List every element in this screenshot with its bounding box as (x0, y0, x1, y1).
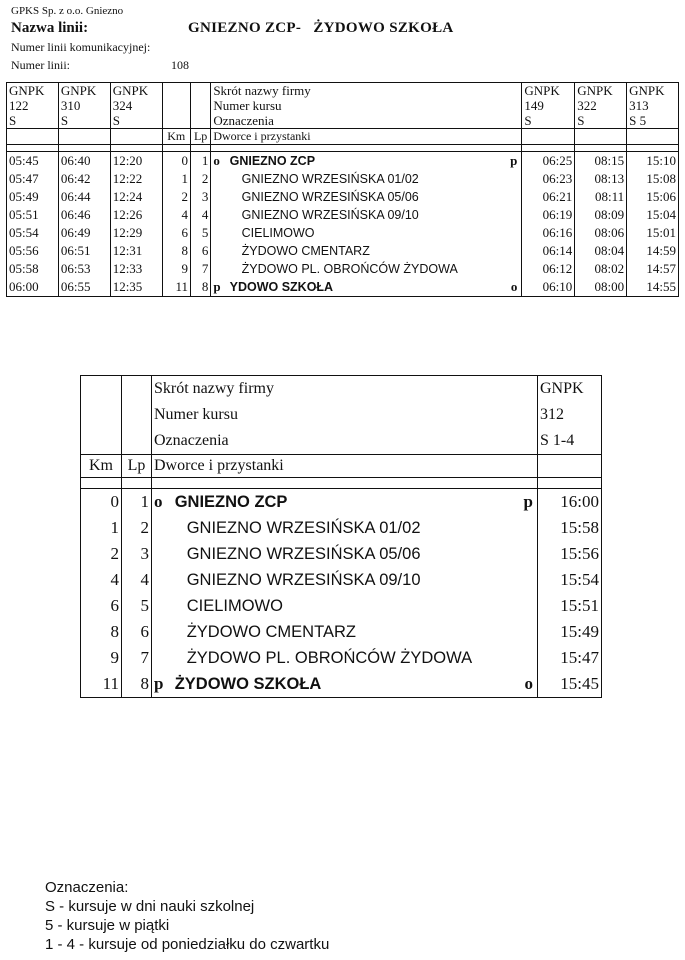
departure-time: 15:06 (627, 188, 679, 206)
km-value: 11 (162, 278, 190, 297)
departure-time: 06:12 (522, 260, 575, 278)
course-firm: GNPK (627, 83, 679, 99)
course-mark: S 1-4 (538, 428, 602, 455)
table-row (81, 515, 602, 541)
stop-name: ŻYDOWO PL. OBROŃCÓW ŻYDOWA (241, 262, 458, 276)
km-header: Km (81, 455, 122, 478)
departure-time: 05:45 (7, 152, 59, 171)
departure-time: 14:55 (627, 278, 679, 297)
stop-cell (211, 242, 522, 260)
stop-name: GNIEZNO WRZESIŃSKA 05/06 (241, 190, 419, 204)
legend (45, 878, 329, 954)
departure-time: 06:16 (522, 224, 575, 242)
departure-time: 15:47 (538, 645, 602, 671)
route-name: GNIEZNO ZCP- ŻYDOWO SZKOŁA (188, 20, 454, 36)
lp-value: 5 (190, 224, 210, 242)
stop-cell (152, 619, 538, 645)
lp-value: 4 (190, 206, 210, 224)
legend-item: 1 - 4 - kursuje od poniedziałku do czwartku (45, 936, 330, 953)
markings-label: Oznaczenia (152, 428, 538, 455)
course-number: 149 (522, 98, 575, 113)
stop-flag: o (510, 279, 518, 294)
departure-time: 12:24 (110, 188, 162, 206)
lp-value: 1 (190, 152, 210, 171)
km-value: 8 (81, 619, 122, 645)
departure-time: 06:49 (58, 224, 110, 242)
course-mark: S (7, 113, 59, 129)
lp-value: 2 (190, 170, 210, 188)
table-row (7, 188, 679, 206)
course-firm: GNPK (538, 376, 602, 403)
departure-time: 06:23 (522, 170, 575, 188)
departure-time: 08:13 (575, 170, 627, 188)
course-mark: S (575, 113, 627, 129)
stop-flag: p (154, 674, 164, 693)
line-comm-label: Numer linii komunikacyjnej: (11, 40, 151, 54)
departure-time: 15:04 (627, 206, 679, 224)
departure-time: 08:11 (575, 188, 627, 206)
stop-name: CIELIMOWO (186, 597, 283, 615)
stop-name: GNIEZNO ZCP (174, 493, 288, 511)
lp-value: 3 (122, 541, 152, 567)
km-value: 4 (162, 206, 190, 224)
timetable-bottom (80, 375, 602, 698)
departure-time: 14:57 (627, 260, 679, 278)
departure-time: 12:26 (110, 206, 162, 224)
departure-time: 05:49 (7, 188, 59, 206)
stop-name: ŻYDOWO CMENTARZ (241, 244, 370, 258)
course-firm: GNPK (522, 83, 575, 99)
departure-time: 15:56 (538, 541, 602, 567)
course-number: 312 (538, 402, 602, 428)
stop-cell (152, 671, 538, 698)
lp-value: 1 (122, 489, 152, 516)
course-number: 322 (575, 98, 627, 113)
departure-time: 16:00 (538, 489, 602, 516)
stop-cell (152, 541, 538, 567)
departure-time: 08:00 (575, 278, 627, 297)
stop-flag: p (523, 492, 533, 511)
stop-flag: o (213, 153, 220, 168)
departure-time: 06:44 (58, 188, 110, 206)
departure-time: 06:40 (58, 152, 110, 171)
km-value: 9 (162, 260, 190, 278)
markings-label: Oznaczenia (211, 113, 522, 129)
stop-name: YDOWO SZKOŁA (229, 280, 334, 294)
km-value: 2 (81, 541, 122, 567)
lp-value: 2 (122, 515, 152, 541)
departure-time: 12:31 (110, 242, 162, 260)
table-row (81, 593, 602, 619)
company-name: GPKS Sp. z o.o. Gniezno (11, 5, 124, 17)
departure-time: 06:46 (58, 206, 110, 224)
stop-cell (152, 593, 538, 619)
stop-name: GNIEZNO WRZESIŃSKA 09/10 (186, 571, 421, 589)
km-value: 6 (81, 593, 122, 619)
table-row (7, 278, 679, 297)
km-value: 6 (162, 224, 190, 242)
legend-item: S - kursuje w dni nauki szkolnej (45, 898, 255, 915)
departure-time: 06:14 (522, 242, 575, 260)
stop-flag: p (213, 279, 221, 294)
departure-time: 12:29 (110, 224, 162, 242)
lp-header: Lp (190, 129, 210, 145)
lp-header: Lp (122, 455, 152, 478)
course-firm: GNPK (110, 83, 162, 99)
stop-name: ŻYDOWO CMENTARZ (186, 623, 356, 641)
departure-time: 15:49 (538, 619, 602, 645)
stop-cell (211, 170, 522, 188)
departure-time: 06:42 (58, 170, 110, 188)
stop-name: GNIEZNO WRZESIŃSKA 01/02 (241, 172, 419, 186)
departure-time: 15:10 (627, 152, 679, 171)
stop-cell (211, 260, 522, 278)
km-value: 1 (162, 170, 190, 188)
table-row (7, 224, 679, 242)
departure-time: 15:45 (538, 671, 602, 698)
departure-time: 12:20 (110, 152, 162, 171)
departure-time: 08:09 (575, 206, 627, 224)
stop-cell (211, 278, 522, 297)
departure-time: 12:33 (110, 260, 162, 278)
km-value: 1 (81, 515, 122, 541)
course-mark: S 5 (627, 113, 679, 129)
line-number-value: 108 (171, 58, 189, 72)
table-row (81, 567, 602, 593)
km-value: 11 (81, 671, 122, 698)
departure-time: 06:55 (58, 278, 110, 297)
lp-value: 7 (190, 260, 210, 278)
lp-value: 8 (190, 278, 210, 297)
lp-value: 5 (122, 593, 152, 619)
stop-name: GNIEZNO ZCP (229, 154, 316, 168)
km-value: 4 (81, 567, 122, 593)
lp-value: 8 (122, 671, 152, 698)
departure-time: 06:00 (7, 278, 59, 297)
table-row (7, 206, 679, 224)
departure-time: 06:19 (522, 206, 575, 224)
stop-flag: p (510, 153, 518, 168)
departure-time: 15:54 (538, 567, 602, 593)
stop-flag: o (154, 492, 163, 511)
stop-name: GNIEZNO WRZESIŃSKA 09/10 (241, 208, 419, 222)
table-row (81, 541, 602, 567)
km-header: Km (162, 129, 190, 145)
company-abbr-label: Skrót nazwy firmy (152, 376, 538, 403)
course-number-label: Numer kursu (152, 402, 538, 428)
departure-time: 08:04 (575, 242, 627, 260)
table-row (7, 152, 679, 171)
km-value: 8 (162, 242, 190, 260)
stop-name: CIELIMOWO (241, 226, 315, 240)
table-row (81, 619, 602, 645)
course-firm: GNPK (575, 83, 627, 99)
legend-title: Oznaczenia: (45, 879, 129, 896)
stop-cell (211, 224, 522, 242)
course-firm: GNPK (58, 83, 110, 99)
course-mark: S (110, 113, 162, 129)
km-value: 0 (81, 489, 122, 516)
lp-value: 6 (122, 619, 152, 645)
stop-cell (152, 515, 538, 541)
departure-time: 05:54 (7, 224, 59, 242)
departure-time: 08:15 (575, 152, 627, 171)
table-row (7, 260, 679, 278)
route-label: Nazwa linii: (11, 20, 89, 36)
course-number: 310 (58, 98, 110, 113)
course-mark: S (58, 113, 110, 129)
departure-time: 06:21 (522, 188, 575, 206)
company-abbr-label: Skrót nazwy firmy (211, 83, 522, 99)
stops-header: Dworce i przystanki (211, 129, 522, 145)
course-number: 122 (7, 98, 59, 113)
stop-name: GNIEZNO WRZESIŃSKA 05/06 (186, 545, 421, 563)
departure-time: 05:51 (7, 206, 59, 224)
stop-name: ŻYDOWO SZKOŁA (174, 675, 322, 693)
departure-time: 06:10 (522, 278, 575, 297)
km-value: 0 (162, 152, 190, 171)
departure-time: 15:58 (538, 515, 602, 541)
stop-name: GNIEZNO WRZESIŃSKA 01/02 (186, 519, 421, 537)
stop-cell (152, 645, 538, 671)
legend-item: 5 - kursuje w piątki (45, 917, 170, 934)
stop-cell (211, 152, 522, 171)
course-number-label: Numer kursu (211, 98, 522, 113)
departure-time: 15:01 (627, 224, 679, 242)
departure-time: 08:06 (575, 224, 627, 242)
lp-value: 6 (190, 242, 210, 260)
departure-time: 12:35 (110, 278, 162, 297)
departure-time: 06:51 (58, 242, 110, 260)
course-number: 324 (110, 98, 162, 113)
table-row (81, 671, 602, 698)
departure-time: 08:02 (575, 260, 627, 278)
departure-time: 15:51 (538, 593, 602, 619)
stop-flag: o (524, 674, 533, 693)
departure-time: 06:53 (58, 260, 110, 278)
table-row (7, 170, 679, 188)
departure-time: 05:47 (7, 170, 59, 188)
km-value: 9 (81, 645, 122, 671)
km-value: 2 (162, 188, 190, 206)
stop-cell (152, 489, 538, 516)
stop-name: ŻYDOWO PL. OBROŃCÓW ŻYDOWA (186, 649, 473, 667)
table-row (81, 645, 602, 671)
lp-value: 4 (122, 567, 152, 593)
stop-cell (211, 206, 522, 224)
stop-cell (211, 188, 522, 206)
stop-cell (152, 567, 538, 593)
departure-time: 06:25 (522, 152, 575, 171)
timetable-top (6, 82, 679, 297)
departure-time: 12:22 (110, 170, 162, 188)
departure-time: 05:56 (7, 242, 59, 260)
lp-value: 7 (122, 645, 152, 671)
line-number-label: Numer linii: (11, 58, 70, 72)
table-row (81, 489, 602, 516)
departure-time: 05:58 (7, 260, 59, 278)
departure-time: 14:59 (627, 242, 679, 260)
course-number: 313 (627, 98, 679, 113)
lp-value: 3 (190, 188, 210, 206)
table-row (7, 242, 679, 260)
departure-time: 15:08 (627, 170, 679, 188)
course-mark: S (522, 113, 575, 129)
course-firm: GNPK (7, 83, 59, 99)
stops-header: Dworce i przystanki (152, 455, 538, 478)
